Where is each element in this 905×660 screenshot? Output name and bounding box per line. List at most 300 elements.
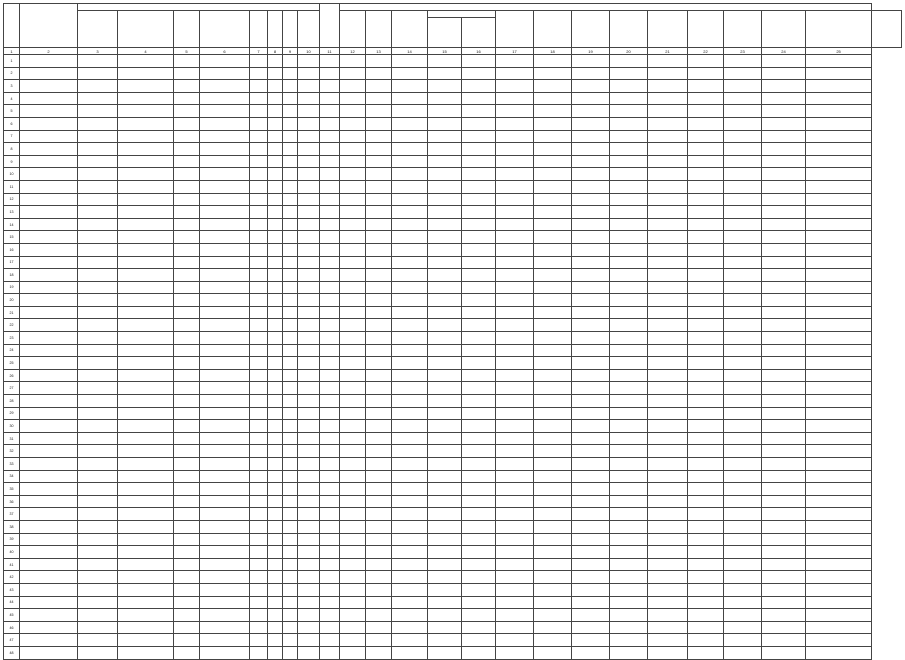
table-cell — [688, 634, 724, 647]
table-cell — [462, 256, 496, 269]
table-cell — [366, 646, 392, 659]
table-cell — [340, 357, 366, 370]
table-cell — [78, 407, 118, 420]
table-cell — [320, 458, 340, 471]
table-cell — [320, 395, 340, 408]
table-cell — [762, 596, 806, 609]
table-cell — [688, 571, 724, 584]
table-cell — [366, 508, 392, 521]
table-cell — [724, 243, 762, 256]
table-cell — [78, 483, 118, 496]
table-cell — [78, 294, 118, 307]
table-cell — [428, 533, 462, 546]
table-cell — [118, 319, 174, 332]
table-cell — [174, 193, 200, 206]
table-cell — [648, 269, 688, 282]
table-cell — [648, 168, 688, 181]
table-cell — [200, 432, 250, 445]
table-cell — [268, 281, 283, 294]
table-cell — [428, 294, 462, 307]
table-cell — [366, 306, 392, 319]
table-cell — [320, 596, 340, 609]
table-cell — [340, 483, 366, 496]
table-cell — [200, 520, 250, 533]
table-cell — [648, 130, 688, 143]
table-cell — [283, 483, 298, 496]
table-cell — [283, 243, 298, 256]
table-cell — [610, 458, 648, 471]
table-cell — [200, 80, 250, 93]
table-cell — [806, 281, 872, 294]
table-cell — [610, 206, 648, 219]
table-cell — [462, 558, 496, 571]
table-cell — [428, 168, 462, 181]
table-cell — [724, 218, 762, 231]
table-cell — [298, 520, 320, 533]
table-cell — [283, 269, 298, 282]
table-cell — [118, 634, 174, 647]
table-cell — [250, 92, 268, 105]
table-cell — [428, 243, 462, 256]
table-cell — [298, 571, 320, 584]
table-cell — [496, 55, 534, 68]
table-cell — [174, 546, 200, 559]
table-cell — [250, 319, 268, 332]
table-cell — [20, 508, 78, 521]
table-cell — [78, 332, 118, 345]
table-cell — [392, 483, 428, 496]
table-cell — [283, 571, 298, 584]
table-cell — [298, 432, 320, 445]
table-cell — [78, 193, 118, 206]
table-cell — [806, 646, 872, 659]
table-cell — [268, 470, 283, 483]
table-cell — [724, 168, 762, 181]
table-cell — [78, 646, 118, 659]
table-cell — [250, 420, 268, 433]
table-cell — [78, 168, 118, 181]
table-cell — [250, 445, 268, 458]
table-cell — [762, 218, 806, 231]
table-cell — [688, 281, 724, 294]
table-cell — [118, 357, 174, 370]
table-cell: 2 — [4, 67, 20, 80]
table-cell — [610, 357, 648, 370]
table-cell — [366, 546, 392, 559]
table-cell — [428, 281, 462, 294]
table-cell — [20, 206, 78, 219]
table-cell — [392, 369, 428, 382]
table-cell — [174, 432, 200, 445]
table-cell — [648, 332, 688, 345]
table-cell — [268, 432, 283, 445]
table-cell — [572, 369, 610, 382]
table-cell — [20, 546, 78, 559]
table-cell — [340, 281, 366, 294]
table-cell — [428, 180, 462, 193]
table-cell — [648, 218, 688, 231]
table-cell — [648, 155, 688, 168]
table-cell — [250, 495, 268, 508]
table-cell — [78, 218, 118, 231]
table-cell — [250, 155, 268, 168]
table-cell — [806, 80, 872, 93]
table-cell — [610, 143, 648, 156]
table-cell — [118, 256, 174, 269]
table-cell — [200, 634, 250, 647]
table-cell — [392, 596, 428, 609]
table-cell — [78, 621, 118, 634]
table-cell — [648, 546, 688, 559]
table-cell — [428, 319, 462, 332]
table-cell — [78, 206, 118, 219]
table-row — [4, 483, 902, 496]
table-cell — [320, 281, 340, 294]
table-cell — [200, 117, 250, 130]
table-cell — [462, 319, 496, 332]
table-cell — [534, 294, 572, 307]
table-cell — [762, 609, 806, 622]
table-cell — [283, 382, 298, 395]
table-cell — [174, 344, 200, 357]
col-head — [428, 11, 496, 18]
table-cell — [340, 546, 366, 559]
table-cell — [320, 609, 340, 622]
table-row — [4, 646, 902, 659]
table-cell — [268, 596, 283, 609]
table-cell — [724, 319, 762, 332]
table-cell — [762, 193, 806, 206]
table-cell — [496, 546, 534, 559]
table-cell — [806, 495, 872, 508]
table-cell — [366, 243, 392, 256]
group-head-address — [78, 4, 320, 11]
table-cell — [340, 583, 366, 596]
table-cell — [20, 458, 78, 471]
table-cell — [610, 432, 648, 445]
table-cell — [428, 269, 462, 282]
table-cell — [534, 596, 572, 609]
table-cell — [496, 243, 534, 256]
table-cell — [200, 533, 250, 546]
table-cell — [724, 483, 762, 496]
table-cell — [283, 520, 298, 533]
table-cell — [572, 269, 610, 282]
table-cell — [283, 155, 298, 168]
table-cell — [688, 382, 724, 395]
table-cell — [78, 92, 118, 105]
table-cell — [806, 319, 872, 332]
table-cell — [534, 609, 572, 622]
col-head — [496, 11, 534, 48]
table-cell — [320, 344, 340, 357]
table-cell — [174, 332, 200, 345]
table-cell — [648, 369, 688, 382]
table-cell — [298, 55, 320, 68]
table-cell — [806, 571, 872, 584]
table-cell — [200, 67, 250, 80]
table-cell — [200, 256, 250, 269]
table-cell — [20, 533, 78, 546]
table-cell: 19 — [4, 281, 20, 294]
table-cell — [268, 256, 283, 269]
table-cell — [118, 281, 174, 294]
table-cell — [496, 105, 534, 118]
table-row — [4, 432, 902, 445]
table-cell: 20 — [4, 294, 20, 307]
table-cell — [572, 180, 610, 193]
table-cell — [340, 243, 366, 256]
table-cell — [340, 495, 366, 508]
table-cell — [428, 105, 462, 118]
table-cell — [534, 344, 572, 357]
table-cell — [20, 143, 78, 156]
table-cell — [298, 143, 320, 156]
table-cell — [762, 621, 806, 634]
table-cell — [610, 634, 648, 647]
table-cell — [366, 231, 392, 244]
column-number: 10 — [298, 48, 320, 55]
table-cell — [174, 180, 200, 193]
table-cell — [268, 231, 283, 244]
table-cell — [462, 168, 496, 181]
table-cell — [320, 218, 340, 231]
table-cell — [200, 206, 250, 219]
col-head — [78, 11, 118, 48]
table-cell — [496, 117, 534, 130]
table-cell — [268, 55, 283, 68]
table-cell — [724, 105, 762, 118]
table-cell — [806, 533, 872, 546]
table-cell: 18 — [4, 269, 20, 282]
table-cell — [806, 470, 872, 483]
table-cell — [806, 420, 872, 433]
table-cell: 9 — [4, 155, 20, 168]
table-row — [4, 533, 902, 546]
table-cell — [174, 571, 200, 584]
table-cell — [298, 420, 320, 433]
table-cell — [572, 168, 610, 181]
table-cell — [298, 168, 320, 181]
table-cell — [366, 67, 392, 80]
table-cell — [688, 458, 724, 471]
table-cell — [78, 256, 118, 269]
table-cell — [806, 596, 872, 609]
table-cell — [724, 646, 762, 659]
table-cell — [572, 130, 610, 143]
table-cell — [250, 546, 268, 559]
col-head — [648, 11, 688, 48]
table-cell — [250, 130, 268, 143]
table-cell — [648, 206, 688, 219]
table-cell — [724, 382, 762, 395]
table-row — [4, 256, 902, 269]
table-cell — [174, 155, 200, 168]
table-cell — [496, 646, 534, 659]
table-cell — [724, 294, 762, 307]
table-cell — [366, 470, 392, 483]
table-cell — [688, 520, 724, 533]
table-cell — [688, 243, 724, 256]
table-cell — [572, 117, 610, 130]
table-cell — [462, 357, 496, 370]
table-cell — [118, 80, 174, 93]
table-cell — [20, 407, 78, 420]
table-cell — [20, 117, 78, 130]
table-cell — [340, 306, 366, 319]
table-cell — [320, 269, 340, 282]
table-cell — [78, 520, 118, 533]
table-cell — [174, 495, 200, 508]
table-cell — [762, 332, 806, 345]
table-cell — [174, 168, 200, 181]
table-cell — [320, 470, 340, 483]
table-cell — [320, 130, 340, 143]
table-cell — [806, 445, 872, 458]
table-cell — [462, 634, 496, 647]
table-cell — [496, 143, 534, 156]
column-number: 1 — [4, 48, 20, 55]
table-cell — [118, 395, 174, 408]
table-cell — [462, 143, 496, 156]
table-row — [4, 609, 902, 622]
table-cell — [268, 306, 283, 319]
table-cell — [298, 218, 320, 231]
table-cell — [534, 218, 572, 231]
col-head — [268, 11, 283, 48]
table-cell — [610, 105, 648, 118]
table-cell — [78, 546, 118, 559]
table-cell — [320, 382, 340, 395]
table-cell — [724, 231, 762, 244]
table-cell — [762, 281, 806, 294]
table-cell — [462, 231, 496, 244]
table-cell — [688, 206, 724, 219]
table-cell — [534, 357, 572, 370]
table-cell — [392, 281, 428, 294]
table-cell — [250, 243, 268, 256]
table-cell — [762, 558, 806, 571]
table-row — [4, 407, 902, 420]
table-row — [4, 92, 902, 105]
housing-repair-table — [3, 3, 902, 660]
table-cell — [534, 231, 572, 244]
table-cell — [392, 67, 428, 80]
table-cell — [298, 483, 320, 496]
table-cell — [298, 495, 320, 508]
table-cell — [534, 533, 572, 546]
table-cell — [428, 609, 462, 622]
table-cell — [250, 357, 268, 370]
table-cell — [320, 432, 340, 445]
table-cell — [200, 92, 250, 105]
table-cell — [572, 67, 610, 80]
table-row — [4, 306, 902, 319]
table-cell: 43 — [4, 583, 20, 596]
table-cell — [283, 256, 298, 269]
table-cell — [298, 206, 320, 219]
table-cell — [283, 294, 298, 307]
table-cell — [118, 117, 174, 130]
sub-head — [462, 18, 496, 48]
table-cell — [250, 596, 268, 609]
table-cell — [762, 319, 806, 332]
table-cell — [268, 407, 283, 420]
table-cell — [762, 357, 806, 370]
table-cell — [392, 168, 428, 181]
table-cell — [688, 407, 724, 420]
table-cell — [762, 130, 806, 143]
table-cell — [392, 206, 428, 219]
table-cell — [688, 546, 724, 559]
table-cell — [806, 520, 872, 533]
table-cell — [78, 596, 118, 609]
table-cell — [298, 357, 320, 370]
table-cell — [648, 420, 688, 433]
table-cell — [534, 256, 572, 269]
table-row — [4, 332, 902, 345]
table-cell — [806, 483, 872, 496]
table-cell — [268, 80, 283, 93]
table-cell — [462, 533, 496, 546]
table-cell — [428, 55, 462, 68]
column-number: 3 — [78, 48, 118, 55]
table-cell — [118, 596, 174, 609]
table-cell — [610, 483, 648, 496]
table-cell — [648, 180, 688, 193]
table-cell — [572, 583, 610, 596]
table-cell — [250, 432, 268, 445]
table-cell — [174, 281, 200, 294]
table-cell — [462, 92, 496, 105]
table-cell: 47 — [4, 634, 20, 647]
table-cell — [20, 445, 78, 458]
table-cell — [200, 407, 250, 420]
table-cell — [118, 470, 174, 483]
table-cell — [298, 105, 320, 118]
table-cell — [174, 533, 200, 546]
table-cell — [762, 206, 806, 219]
table-cell — [250, 369, 268, 382]
table-cell — [283, 634, 298, 647]
table-cell — [688, 319, 724, 332]
table-cell — [806, 155, 872, 168]
table-cell: 38 — [4, 520, 20, 533]
table-cell — [340, 558, 366, 571]
table-cell — [724, 143, 762, 156]
table-cell — [298, 80, 320, 93]
table-cell — [572, 420, 610, 433]
table-cell — [688, 508, 724, 521]
table-cell — [688, 432, 724, 445]
table-cell — [283, 508, 298, 521]
table-cell — [200, 357, 250, 370]
table-cell — [534, 117, 572, 130]
table-cell — [610, 508, 648, 521]
table-cell — [340, 432, 366, 445]
table-cell — [392, 319, 428, 332]
table-cell — [462, 646, 496, 659]
table-cell — [534, 67, 572, 80]
table-cell — [428, 332, 462, 345]
col-head — [200, 11, 250, 48]
table-cell — [724, 155, 762, 168]
table-cell — [762, 269, 806, 282]
table-cell — [806, 105, 872, 118]
col-head — [320, 4, 340, 48]
table-cell — [762, 67, 806, 80]
table-cell — [174, 143, 200, 156]
